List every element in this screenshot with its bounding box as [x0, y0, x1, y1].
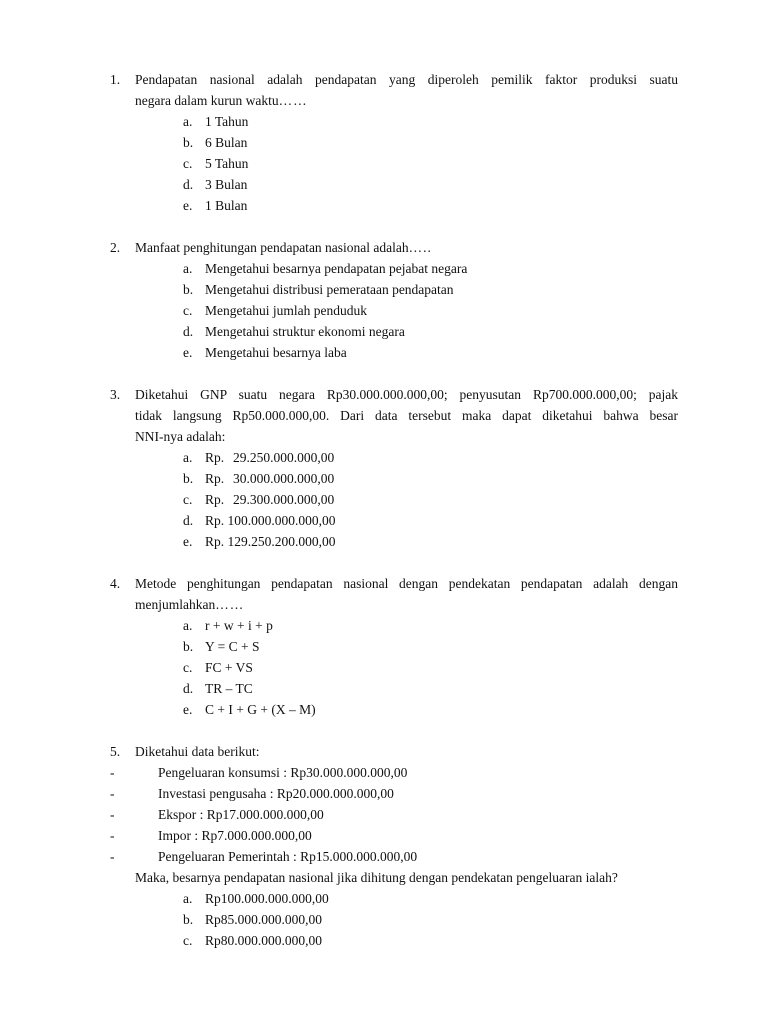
question-1 [110, 69, 678, 216]
dash-marker: - [110, 849, 115, 864]
option-label: c. [183, 303, 193, 318]
question-number: 4. [110, 576, 121, 591]
currency-prefix: Rp. [205, 450, 225, 465]
option-label: b. [183, 282, 194, 297]
option-text: 5 Tahun [205, 156, 249, 171]
option-label: e. [183, 534, 193, 549]
stem-line: Pendapatan nasional adalah pendapatan yang diperoleh pemilik faktor produksi suatu [135, 72, 678, 87]
stem-line [135, 594, 678, 615]
dash-marker: - [110, 765, 115, 780]
options-list [183, 615, 678, 720]
option-label: b. [183, 912, 194, 927]
option-e [183, 531, 678, 552]
option-b [183, 909, 678, 930]
stem-line-text: menjumlahkan [135, 597, 216, 612]
option-a [183, 447, 678, 468]
question-4 [110, 573, 678, 720]
option-amount: 29.300.000.000,00 [233, 492, 335, 507]
currency-prefix: Rp. [205, 471, 225, 486]
option-text: 1 Bulan [205, 198, 248, 213]
stem-dots: …… [278, 93, 308, 108]
dash-marker: - [110, 807, 115, 822]
stem-line: Diketahui GNP suatu negara Rp30.000.000.000,00; penyusutan Rp700.000.000,00; pajak [135, 387, 678, 402]
option-text [205, 447, 334, 468]
data-item-text: Investasi pengusaha : Rp20.000.000.000,00 [158, 786, 394, 801]
option-e [183, 342, 678, 363]
stem-line [135, 90, 678, 111]
option-label: e. [183, 702, 193, 717]
option-label: c. [183, 492, 193, 507]
option-label: c. [183, 660, 193, 675]
option-text: Mengetahui jumlah penduduk [205, 303, 367, 318]
option-text: 1 Tahun [205, 114, 249, 129]
question-2 [110, 237, 678, 363]
data-item-text: Ekspor : Rp17.000.000.000,00 [158, 807, 324, 822]
option-label: e. [183, 198, 193, 213]
stem-line-text: negara dalam kurun waktu [135, 93, 279, 108]
option-text: Y = C + S [205, 639, 260, 654]
data-item [110, 825, 678, 846]
dash-marker: - [110, 786, 115, 801]
question-number: 2. [110, 240, 121, 255]
data-item-text: Pengeluaran Pemerintah : Rp15.000.000.000,00 [158, 849, 418, 864]
stem-line-text: Manfaat penghitungan pendapatan nasional adalah [135, 240, 409, 255]
stem-line: Metode penghitungan pendapatan nasional dengan pendekatan pendapatan adalah dengan [135, 576, 678, 591]
option-amount: 30.000.000.000,00 [233, 471, 335, 486]
question-number: 5. [110, 744, 121, 759]
followup-question: Maka, besarnya pendapatan nasional jika dihitung dengan pendekatan pengeluaran ialah? [135, 870, 618, 885]
option-text: Mengetahui struktur ekonomi negara [205, 324, 405, 339]
option-d [183, 174, 678, 195]
option-e [183, 195, 678, 216]
option-c [183, 300, 678, 321]
option-label: d. [183, 681, 194, 696]
option-text: Rp85.000.000.000,00 [205, 912, 323, 927]
option-label: b. [183, 471, 194, 486]
option-e [183, 699, 678, 720]
question-3 [110, 384, 678, 552]
option-label: b. [183, 639, 194, 654]
question-stem [135, 384, 678, 552]
option-label: c. [183, 156, 193, 171]
stem-dots: ….. [408, 240, 432, 255]
option-text: Mengetahui besarnya pendapatan pejabat negara [205, 261, 468, 276]
option-a [183, 111, 678, 132]
option-text: TR – TC [205, 681, 253, 696]
option-text: FC + VS [205, 660, 253, 675]
option-d [183, 678, 678, 699]
option-a [183, 888, 678, 909]
dash-marker: - [110, 828, 115, 843]
option-label: d. [183, 513, 194, 528]
option-text: Mengetahui distribusi pemerataan pendapatan [205, 282, 454, 297]
data-item [110, 846, 678, 867]
option-text: Rp. 100.000.000.000,00 [205, 513, 336, 528]
option-amount: 29.250.000.000,00 [233, 450, 335, 465]
option-text [205, 468, 334, 489]
options-list [183, 888, 678, 951]
question-number: 1. [110, 72, 121, 87]
question-stem [135, 69, 678, 216]
option-label: e. [183, 345, 193, 360]
stem-line [135, 237, 678, 258]
option-label: d. [183, 324, 194, 339]
option-label: a. [183, 114, 193, 129]
question-stem [110, 741, 678, 951]
data-item [110, 804, 678, 825]
option-b [183, 132, 678, 153]
option-text: 3 Bulan [205, 177, 248, 192]
option-text: Rp80.000.000.000,00 [205, 933, 323, 948]
option-label: c. [183, 933, 193, 948]
option-text: 6 Bulan [205, 135, 248, 150]
data-list [110, 762, 678, 867]
option-c [183, 657, 678, 678]
option-label: d. [183, 177, 194, 192]
option-label: a. [183, 261, 193, 276]
option-d [183, 321, 678, 342]
question-stem [135, 573, 678, 720]
option-text: Rp. 129.250.200.000,00 [205, 534, 336, 549]
question-stem [135, 237, 678, 363]
option-label: b. [183, 135, 194, 150]
option-text: Mengetahui besarnya laba [205, 345, 347, 360]
option-a [183, 258, 678, 279]
option-d [183, 510, 678, 531]
option-label: a. [183, 450, 193, 465]
option-text: Rp100.000.000.000,00 [205, 891, 329, 906]
data-item-text: Impor : Rp7.000.000.000,00 [158, 828, 312, 843]
option-b [183, 279, 678, 300]
option-label: a. [183, 618, 193, 633]
options-list [183, 447, 678, 552]
option-text: C + I + G + (X – M) [205, 702, 316, 717]
option-b [183, 468, 678, 489]
options-list [183, 258, 678, 363]
data-item-text: Pengeluaran konsumsi : Rp30.000.000.000,00 [158, 765, 408, 780]
option-text: r + w + i + p [205, 618, 273, 633]
currency-prefix: Rp. [205, 492, 225, 507]
stem-line: tidak langsung Rp50.000.000,00. Dari data tersebut maka dapat diketahui bahwa besar [135, 408, 678, 423]
question-5 [110, 741, 678, 951]
option-label: a. [183, 891, 193, 906]
option-c [183, 489, 678, 510]
option-a [183, 615, 678, 636]
stem-line: Diketahui data berikut: [135, 744, 260, 759]
data-item [110, 783, 678, 804]
option-b [183, 636, 678, 657]
option-c [183, 930, 678, 951]
options-list [183, 111, 678, 216]
option-text [205, 489, 334, 510]
option-c [183, 153, 678, 174]
question-number: 3. [110, 387, 121, 402]
data-item [110, 762, 678, 783]
stem-dots: …… [215, 597, 245, 612]
stem-line: NNI-nya adalah: [135, 429, 226, 444]
